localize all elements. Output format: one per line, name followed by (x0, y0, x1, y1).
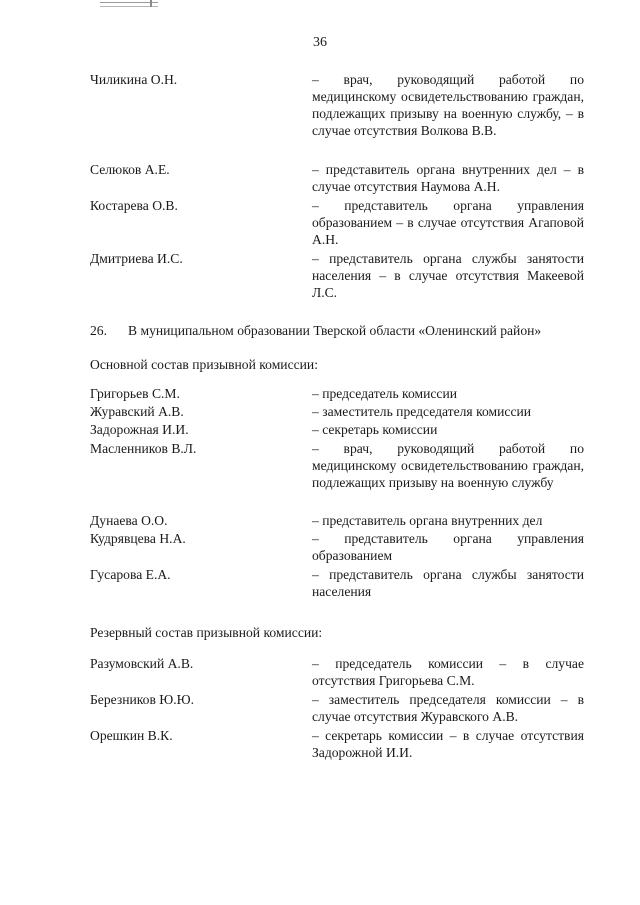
member-role: – председатель комиссии (312, 386, 457, 401)
member-name: Березников Ю.Ю. (90, 692, 195, 707)
member-name: Задорожная И.И. (90, 422, 189, 437)
member-role: – заместитель председателя комиссии (312, 404, 532, 419)
member-name: Селюков А.Е. (90, 162, 170, 177)
section-title: В муниципальном образовании Тверской области «Оленинский район» (128, 323, 542, 338)
member-role: – представитель органа службы занятости населения (312, 567, 584, 599)
member-name: Орешкин В.К. (90, 728, 173, 743)
member-role: – председатель комиссии – в случае отсутствия Григорьева С.М. (312, 656, 584, 688)
member-role: – заместитель председателя комиссии – в случае отсутствия Журавского А.В. (312, 692, 584, 724)
member-name: Журавский А.В. (90, 404, 184, 419)
main-composition-heading: Основной состав призывной комиссии: (90, 357, 318, 372)
page-number: 36 (313, 35, 327, 50)
member-role: – секретарь комиссии (312, 422, 438, 437)
section-heading (90, 322, 541, 339)
member-role: – врач, руководящий работой по медицинскому освидетельствованию граждан, подлежащих призыву на военную службу, – в случае отсутствия Волкова В.В. (312, 72, 584, 138)
member-role: – представитель органа внутренних дел (312, 513, 543, 528)
scan-artifact-tick (150, 0, 152, 7)
member-name: Дунаева О.О. (90, 513, 168, 528)
member-role: – врач, руководящий работой по медицинскому освидетельствованию граждан, подлежащих призыву на военную службу (312, 441, 584, 490)
member-role: – секретарь комиссии – в случае отсутствия Задорожной И.И. (312, 728, 584, 760)
member-role: – представитель органа внутренних дел – в случае отсутствия Наумова А.Н. (312, 162, 584, 194)
member-name: Костарева О.В. (90, 198, 178, 213)
member-role: – представитель органа управления образованием (312, 531, 584, 563)
member-name: Чиликина О.Н. (90, 72, 178, 87)
member-name: Разумовский А.В. (90, 656, 194, 671)
member-name: Дмитриева И.С. (90, 251, 183, 266)
member-role: – представитель органа управления образованием – в случае отсутствия Агаповой А.Н. (312, 198, 584, 247)
member-name: Григорьев С.М. (90, 386, 180, 401)
member-name: Кудрявцева Н.А. (90, 531, 186, 546)
reserve-composition-heading: Резервный состав призывной комиссии: (90, 625, 323, 640)
section-number: 26. (90, 323, 107, 338)
member-name: Гусарова Е.А. (90, 567, 171, 582)
member-name: Масленников В.Л. (90, 441, 197, 456)
member-role: – представитель органа службы занятости населения – в случае отсутствия Макеевой Л.С. (312, 251, 584, 300)
